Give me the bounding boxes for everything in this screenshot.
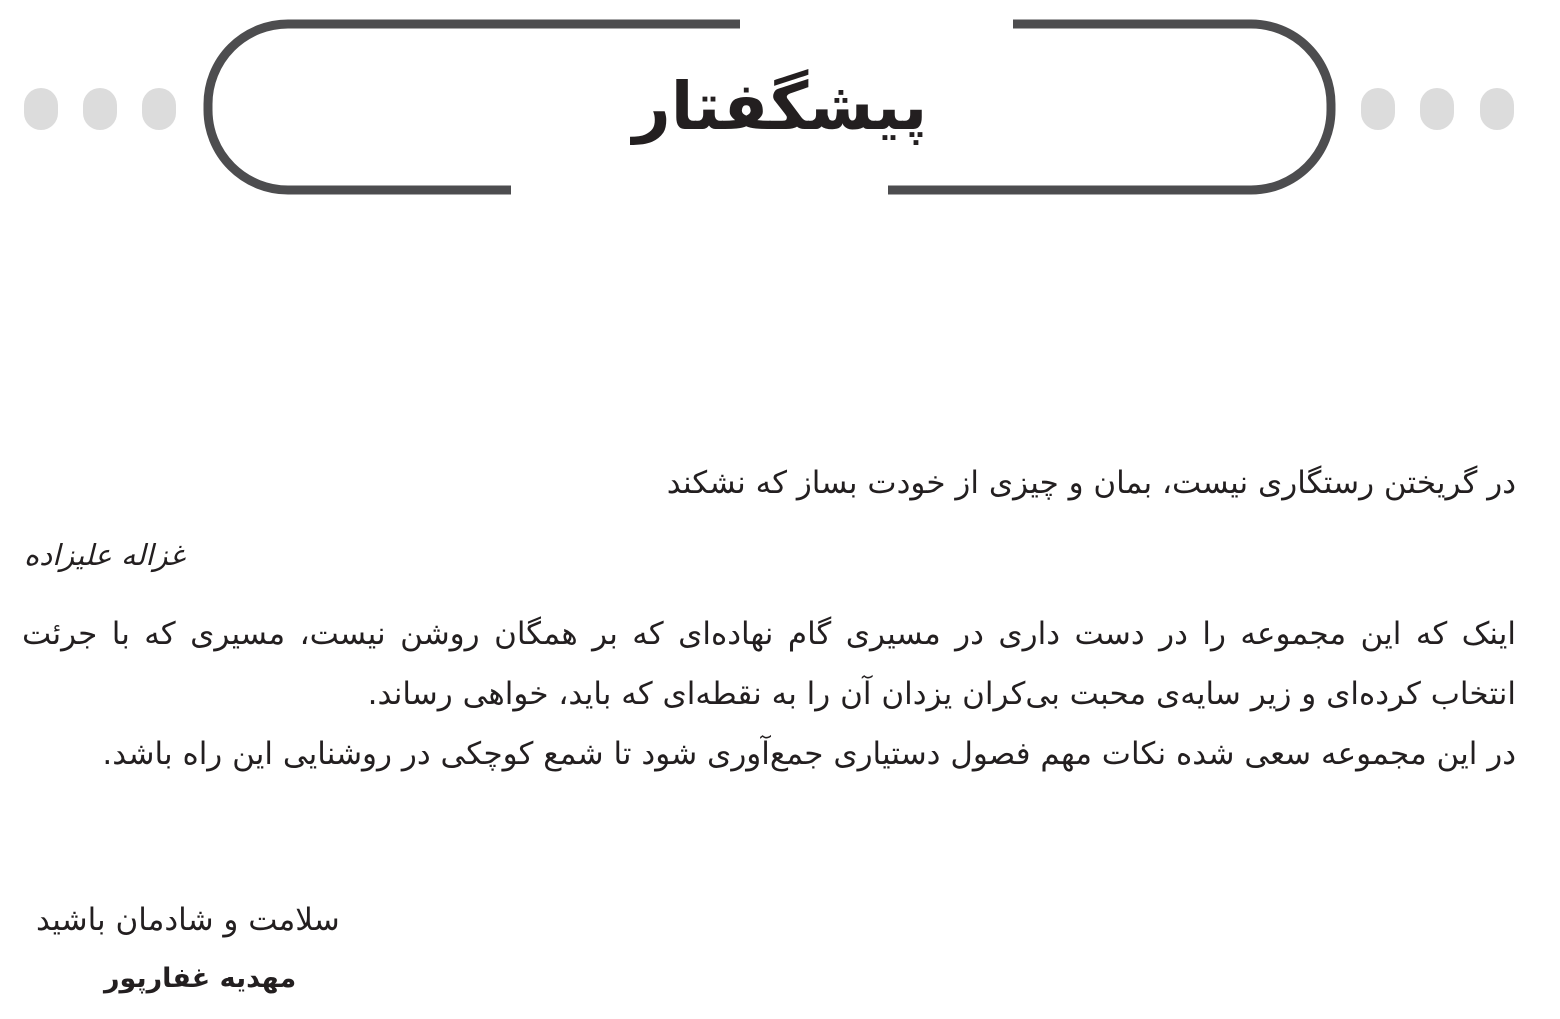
preface-paragraph: اینک که این مجموعه را در دست داری در مسیری گام نهاده‌ای که بر همگان روشن نیست، مسیری که با جرئت انتخاب کرده‌ای و زیر سایه‌ی محبت بی‌کران یزدان آن را به نقطه‌ای که باید، خواهی رساند. bbox=[22, 616, 1516, 712]
right-dots bbox=[1361, 88, 1514, 130]
closing-greeting: سلامت و شادمان باشید bbox=[36, 902, 340, 938]
preface-body bbox=[22, 604, 1516, 784]
decorative-dot bbox=[1480, 88, 1514, 130]
decorative-dot bbox=[24, 88, 58, 130]
epigraph-quote: در گریختن رستگاری نیست، بمان و چیزی از خودت بساز که نشکند bbox=[666, 465, 1516, 501]
left-dots bbox=[24, 88, 176, 130]
preface-paragraph: در این مجموعه سعی شده نکات مهم فصول دستیاری جمع‌آوری شود تا شمع کوچکی در روشنایی این راه باشد. bbox=[102, 736, 1516, 772]
page-title: پیشگفتار bbox=[632, 68, 928, 145]
author-signature: مهدیه غفارپور bbox=[104, 963, 297, 994]
decorative-dot bbox=[83, 88, 117, 130]
decorative-dot bbox=[1361, 88, 1395, 130]
decorative-dot bbox=[1420, 88, 1454, 130]
decorative-dot bbox=[142, 88, 176, 130]
epigraph-author: غزاله علیزاده bbox=[24, 538, 185, 572]
